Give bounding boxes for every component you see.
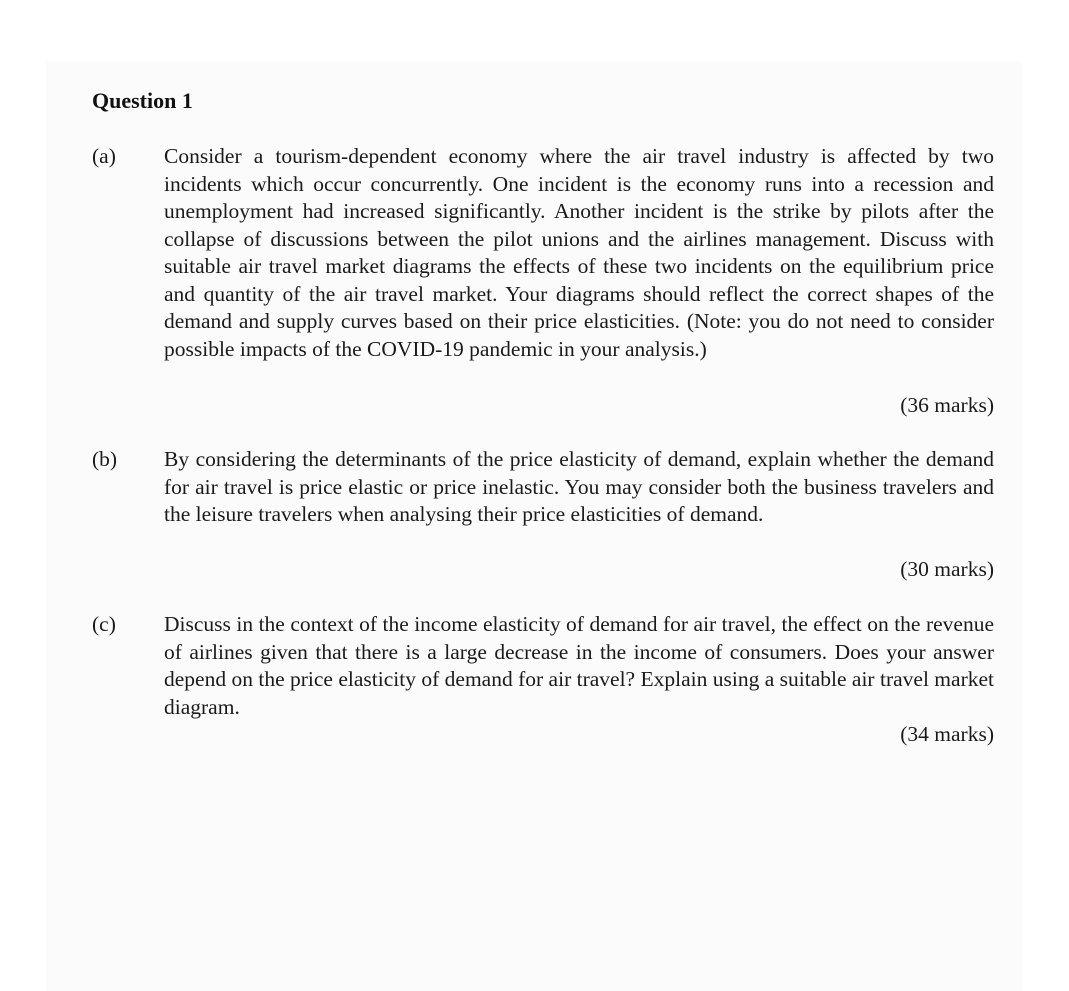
part-a-text: Consider a tourism-dependent economy where the air travel industry is affected by two incidents which occur concurrently. One incident is the economy runs into a recession and unemployment had increased significantly. Another incident is the strike by pilots after the collapse of discussions between the pilot unions and the airlines management. Discuss with suitable air travel market diagrams the effects of these two incidents on the equilibrium price and quantity of the air travel market. Your diagrams should reflect the correct shapes of the demand and supply curves based on their price elasticities. (Note: you do not need to consider possible impacts of the COVID-19 pandemic in your analysis.) <box>164 144 994 361</box>
part-a-label: (a) <box>92 144 116 168</box>
part-b-text: By considering the determinants of the price elasticity of demand, explain whether the demand for air travel is price elastic or price inelastic. You may consider both the business travelers and the leisure travelers when analysing their price elasticities of demand. <box>164 447 994 526</box>
part-b-label: (b) <box>92 447 118 471</box>
question-title: Question 1 <box>92 88 193 113</box>
part-c-text: Discuss in the context of the income elasticity of demand for air travel, the effect on the revenue of airlines given that there is a large decrease in the income of consumers. Does your answer depend on the price elasticity of demand for air travel? Explain using a suitable air travel market diagram. <box>164 612 994 719</box>
part-c-label: (c) <box>92 612 116 636</box>
part-b-marks: (30 marks) <box>900 557 994 581</box>
part-a-marks: (36 marks) <box>900 393 994 417</box>
part-c-marks: (34 marks) <box>900 722 994 746</box>
